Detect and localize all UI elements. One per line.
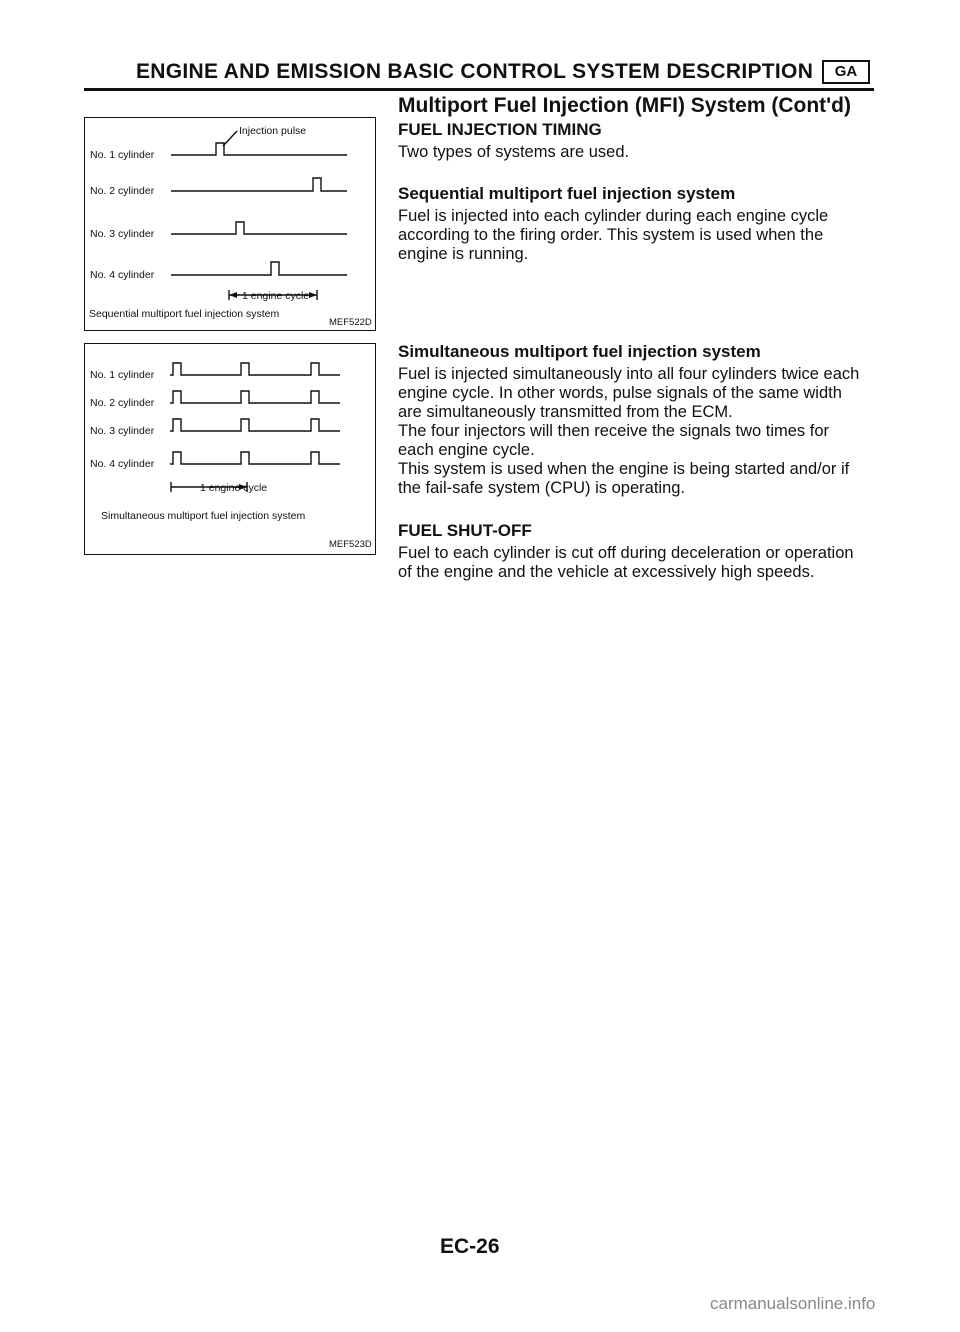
figure-sequential <box>84 117 376 331</box>
pulse-trace-cyl2 <box>171 178 347 191</box>
simultaneous-line-7: the fail-safe system (CPU) is operating. <box>398 479 686 497</box>
simultaneous-line-3: are simultaneously transmitted from the ECM. <box>398 403 733 421</box>
simultaneous-line-4: The four injectors will then receive the signals two times for <box>398 422 830 440</box>
pulse-trace-cyl4 <box>171 262 347 275</box>
pulse-trace-cyl3 <box>170 419 340 431</box>
pulse-trace-cyl2 <box>170 391 340 403</box>
sequential-heading: Sequential multiport fuel injection system <box>398 184 736 203</box>
figure-sequential-diagram <box>85 118 374 329</box>
sequential-line-3: engine is running. <box>398 245 529 263</box>
fig1-code: MEF522D <box>329 317 372 328</box>
fig2-cyl1-label: No. 1 cylinder <box>90 369 155 381</box>
footer-watermark: carmanualsonline.info <box>710 1294 876 1313</box>
fig1-cyl1-label: No. 1 cylinder <box>90 149 155 161</box>
fig2-cyl3-label: No. 3 cylinder <box>90 425 155 437</box>
header-rule <box>84 88 874 91</box>
fig2-cyl4-label: No. 4 cylinder <box>90 458 155 470</box>
sequential-line-2: according to the firing order. This system is used when the <box>398 226 824 244</box>
section-title: Multiport Fuel Injection (MFI) System (Cont'd) <box>398 94 851 117</box>
fig2-caption: Simultaneous multiport fuel injection system <box>101 510 306 522</box>
page-number: EC-26 <box>440 1235 500 1258</box>
pulse-trace-cyl4 <box>170 452 340 464</box>
fig2-code: MEF523D <box>329 539 372 550</box>
fig2-cycle-label: 1 engine cycle <box>200 482 268 494</box>
fig1-annotation: Injection pulse <box>239 125 307 137</box>
fig1-cyl2-label: No. 2 cylinder <box>90 185 155 197</box>
pulse-trace-cyl1 <box>170 363 340 375</box>
simultaneous-line-5: each engine cycle. <box>398 441 535 459</box>
sequential-line-1: Fuel is injected into each cylinder during each engine cycle <box>398 207 829 225</box>
simultaneous-line-1: Fuel is injected simultaneously into all four cylinders twice each <box>398 365 860 383</box>
simultaneous-line-2: engine cycle. In other words, pulse signals of the same width <box>398 384 842 402</box>
fuel-injection-timing-intro: Two types of systems are used. <box>398 143 630 161</box>
figure-simultaneous-diagram <box>85 344 374 553</box>
fig1-cycle-label: 1 engine cycle <box>242 290 310 302</box>
fig1-cyl3-label: No. 3 cylinder <box>90 228 155 240</box>
fuel-shutoff-line-1: Fuel to each cylinder is cut off during deceleration or operation <box>398 544 854 562</box>
fig1-cyl4-label: No. 4 cylinder <box>90 269 155 281</box>
fuel-injection-timing-heading: FUEL INJECTION TIMING <box>398 120 602 139</box>
fuel-shutoff-line-2: of the engine and the vehicle at excessively high speeds. <box>398 563 815 581</box>
figure-simultaneous <box>84 343 376 555</box>
fig2-cyl2-label: No. 2 cylinder <box>90 397 155 409</box>
annotation-leader <box>223 131 237 146</box>
ga-badge: GA <box>822 60 870 84</box>
fig1-caption: Sequential multiport fuel injection system <box>89 308 280 320</box>
simultaneous-line-6: This system is used when the engine is being started and/or if <box>398 460 850 478</box>
pulse-trace-cyl1 <box>171 143 347 155</box>
fuel-shutoff-heading: FUEL SHUT-OFF <box>398 521 532 540</box>
pulse-trace-cyl3 <box>171 222 347 234</box>
simultaneous-heading: Simultaneous multiport fuel injection system <box>398 342 761 361</box>
header-title: ENGINE AND EMISSION BASIC CONTROL SYSTEM DESCRIPTION <box>136 60 814 83</box>
